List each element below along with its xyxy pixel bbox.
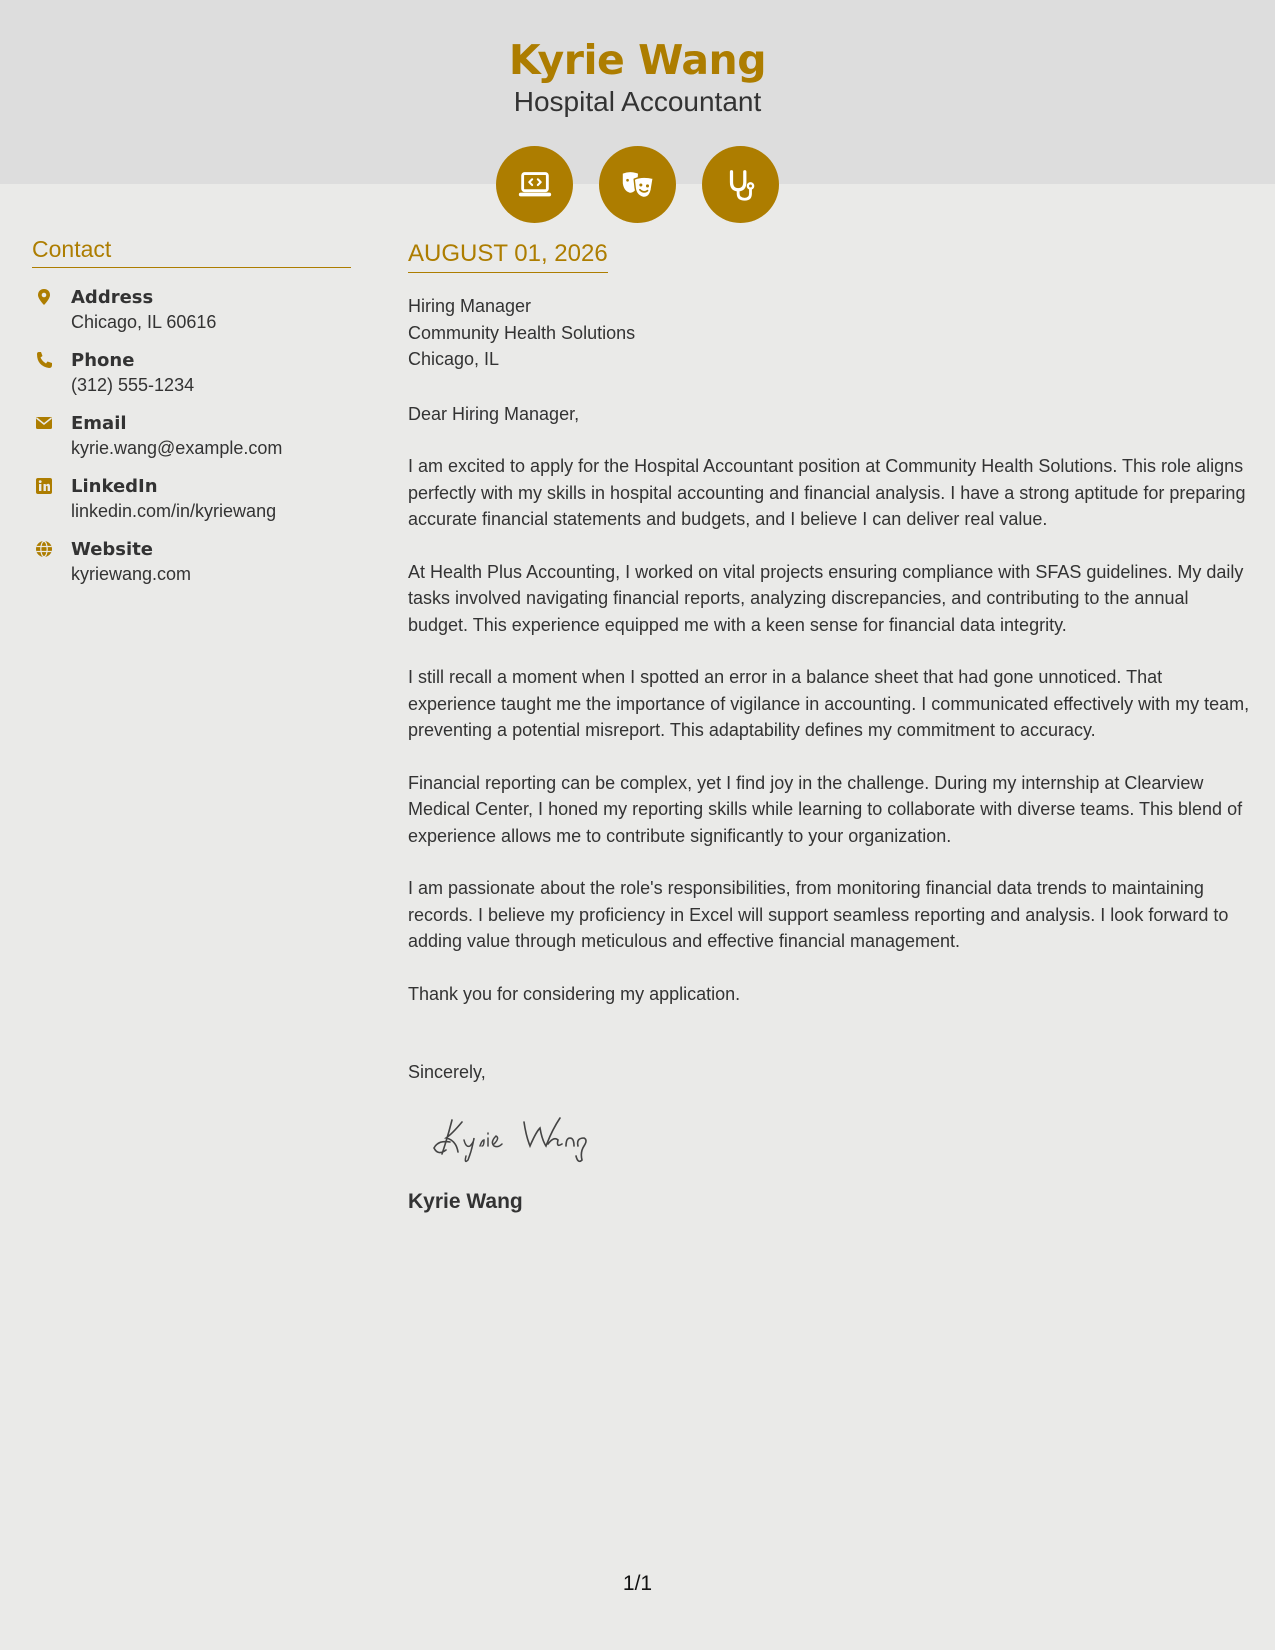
contact-item-linkedin — [32, 463, 351, 526]
contact-label: Address — [71, 287, 154, 308]
contact-value: Chicago, IL 60616 — [71, 312, 217, 332]
contact-value: linkedin.com/in/kyriewang — [71, 501, 277, 521]
paragraph: At Health Plus Accounting, I worked on vital projects ensuring compliance with SFAS guidelines. My daily tasks involved navigating financial reports, analyzing discrepancies, and contributing to the annual budget. This experience equipped me with a keen sense for financial data integrity. — [408, 561, 1244, 635]
paragraph: I am excited to apply for the Hospital Accountant position at Community Health Solutions. This role aligns perfectly with my skills in hospital accounting and financial analysis. I have a strong aptitude for preparing accurate financial statements and budgets, and I believe I can deliver real value. — [408, 456, 1246, 529]
candidate-name: Kyrie Wang — [508, 36, 767, 84]
map-pin-icon — [35, 288, 53, 306]
contact-value: kyrie.wang@example.com — [71, 438, 283, 458]
paragraph: I am passionate about the role's responsibilities, from monitoring financial data trends to maintaining records. I believe my proficiency in Excel will support seamless reporting and analysis. I look forward to adding value through meticulous and effective financial management. — [408, 878, 1229, 951]
handwritten-signature — [408, 1086, 1250, 1182]
paragraph: Financial reporting can be complex, yet I find joy in the challenge. During my internship at Clearview Medical Center, I honed my reporting skills while learning to collaborate with diverse teams. This blend of experience allows me to contribute significantly to your organization. — [408, 772, 1243, 846]
linkedin-icon — [35, 477, 53, 495]
contact-label: Website — [71, 539, 154, 560]
contact-label: Phone — [71, 350, 135, 371]
letter-body — [408, 240, 1250, 1214]
globe-icon — [35, 540, 53, 558]
recipient-line: Chicago, IL — [408, 349, 500, 369]
greeting: Dear Hiring Manager, — [408, 403, 580, 424]
phone-icon — [35, 351, 53, 369]
interest-icons — [496, 146, 779, 223]
paragraph: Thank you for considering my application. — [408, 983, 741, 1004]
contact-title: Contact — [32, 236, 351, 268]
contact-sidebar — [32, 236, 351, 589]
stethoscope-icon — [702, 146, 779, 223]
recipient-block — [408, 293, 1250, 373]
contact-label: Email — [71, 413, 127, 434]
letter-date: AUGUST 01, 2026 — [408, 240, 608, 273]
candidate-role: Hospital Accountant — [513, 86, 762, 117]
laptop-code-icon — [496, 146, 573, 223]
contact-item-email — [32, 400, 351, 463]
contact-value: kyriewang.com — [71, 564, 192, 584]
contact-value: (312) 555-1234 — [71, 375, 195, 395]
envelope-icon — [35, 414, 53, 432]
page-number: 1/1 — [622, 1572, 653, 1595]
contact-item-phone — [32, 337, 351, 400]
contact-label: LinkedIn — [71, 476, 158, 497]
contact-item-address — [32, 274, 351, 337]
recipient-line: Hiring Manager — [408, 296, 532, 316]
closing: Sincerely, — [408, 1062, 486, 1082]
theater-masks-icon — [599, 146, 676, 223]
signer-name: Kyrie Wang — [408, 1189, 523, 1213]
contact-item-website — [32, 526, 351, 589]
recipient-line: Community Health Solutions — [408, 322, 636, 343]
paragraph: I still recall a moment when I spotted an error in a balance sheet that had gone unnoticed. That experience taught me the importance of vigilance in accounting. I communicated effectively with my team, preventing a potential misreport. This adaptability defines my commitment to accuracy. — [408, 667, 1250, 740]
